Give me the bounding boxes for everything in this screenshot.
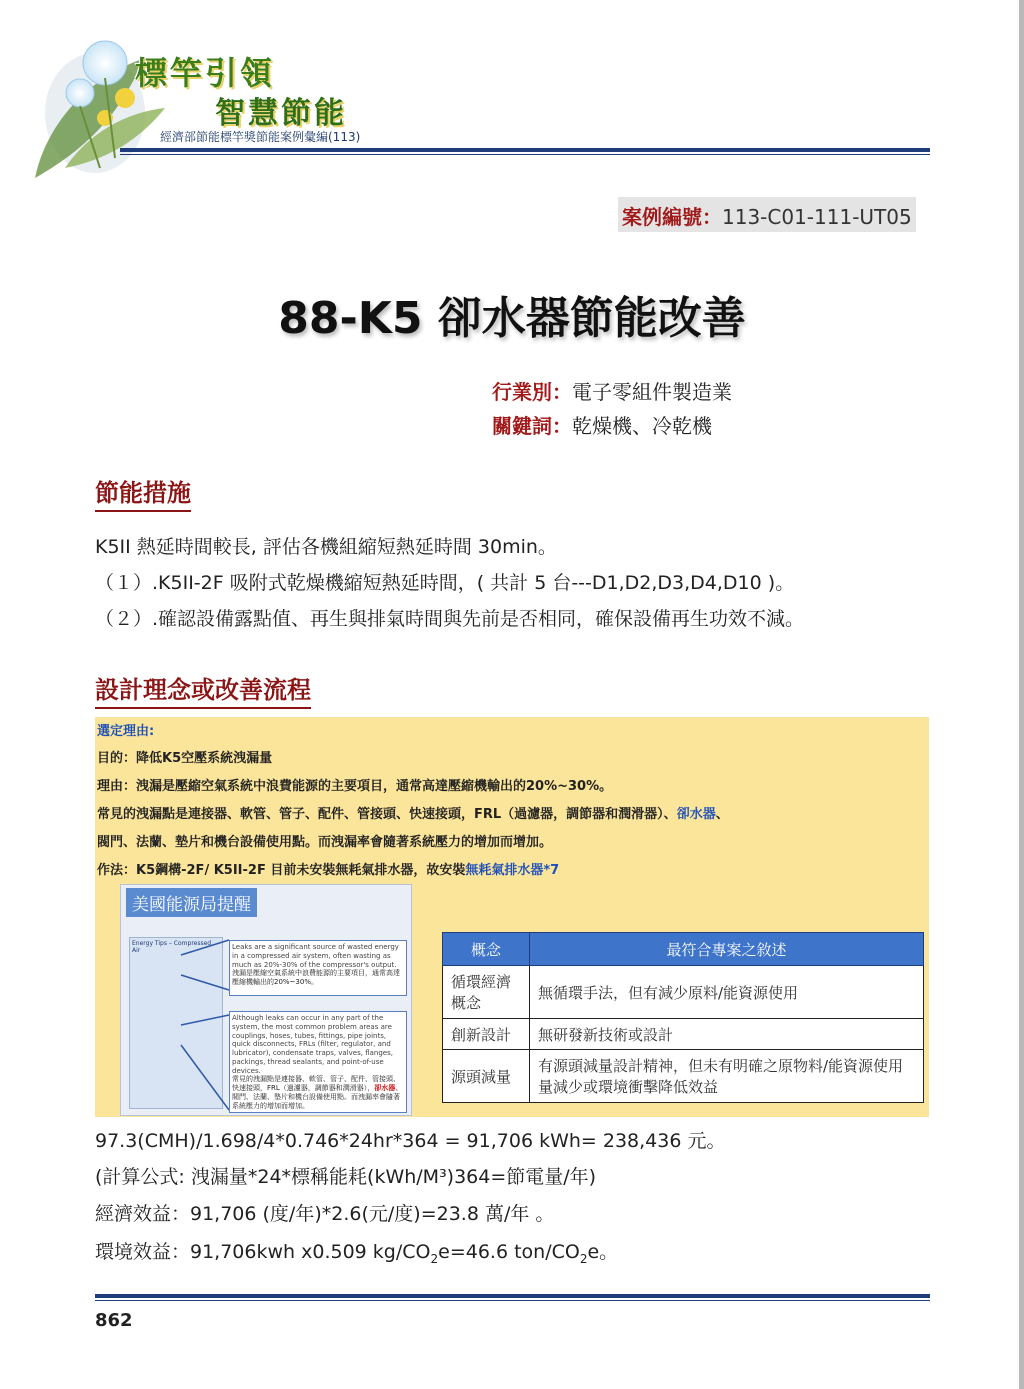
footer-rule xyxy=(95,1294,930,1298)
page-edge xyxy=(1019,0,1024,1389)
env-benefit-tail: e。 xyxy=(587,1241,619,1263)
design-figure xyxy=(95,717,929,1117)
leak-points-tail: 、 xyxy=(715,807,729,822)
measure-line-2: （１）.K5II-2F 吸附式乾燥機縮短熱延時間，( 共計 5 台---D1,D2,D3,D4,D10 )。 xyxy=(95,572,795,594)
env-benefit-text2: e=46.6 ton/CO xyxy=(438,1241,580,1263)
table-cell-description: 無循環手法，但有減少原料/能資源使用 xyxy=(530,966,924,1019)
table-cell-concept: 源頭減量 xyxy=(443,1050,530,1103)
doe-tip-page-title: Energy Tips – Compressed Air xyxy=(132,940,212,954)
panel-line-reason: 理由：洩漏是壓縮空氣系統中浪費能源的主要項目，通常高達壓縮機輸出的20%~30%。 xyxy=(97,779,613,794)
doe-tip-box-2-en: Although leaks can occur in any part of the system, the most common problem areas are couplings, hoses, tubes, fittings, pipe joints, quick disconnects, FRLs (filter, regulator, and lubricator), condensate traps, valves, flanges, packings, thread sealants, and point-of-use devices. xyxy=(232,1014,393,1075)
section-heading-measures: 節能措施 xyxy=(95,473,191,512)
doe-tip-box-2-red: 卻水器 xyxy=(374,1084,396,1092)
section-heading-design: 設計理念或改善流程 xyxy=(95,670,311,709)
method-text: 作法：K5鋼構-2F/ K5II-2F 目前未安裝無耗氣排水器，故安裝 xyxy=(97,863,466,878)
keywords-label: 關鍵詞： xyxy=(492,414,572,438)
env-benefit-text: 環境效益：91,706kwh x0.509 kg/CO xyxy=(95,1241,431,1263)
calc-line-2: (計算公式: 洩漏量*24*標稱能耗(kWh/M³)364=節電量/年) xyxy=(95,1166,597,1188)
measure-line-1: K5II 熱延時間較長, 評估各機組縮短熱延時間 30min。 xyxy=(95,536,557,558)
panel-line-leak-points xyxy=(97,803,729,822)
industry-label: 行業別： xyxy=(492,380,572,404)
env-benefit-sub1: 2 xyxy=(430,1251,439,1266)
case-number-label: 案例編號： xyxy=(622,205,722,229)
leak-points-highlight: 卻水器 xyxy=(676,807,716,822)
table-cell-concept: 循環經濟概念 xyxy=(443,966,530,1019)
header-rule xyxy=(120,148,930,152)
table-row xyxy=(443,1050,924,1103)
leak-points-text: 常見的洩漏點是連接器、軟管、管子、配件、管接頭、快速接頭，FRL（過濾器，調節器和潤滑器）、 xyxy=(97,807,677,822)
concept-table xyxy=(442,932,924,1103)
page-number: 862 xyxy=(95,1310,133,1331)
table-cell-description: 有源頭減量設計精神，但未有明確之原物料/能資源使用量減少或環境衝擊降低效益 xyxy=(530,1050,924,1103)
doe-tip-box-1 xyxy=(229,940,407,996)
logo-title-line1: 標竿引領 xyxy=(135,54,276,92)
doe-tip-box-1-en: Leaks are a significant source of wasted energy in a compressed air system, often wasting as much as 20%-30% of the compressor's output. xyxy=(232,943,399,969)
panel-line-reason-title: 選定理由: xyxy=(97,724,155,739)
panel-line-method xyxy=(97,859,559,878)
logo-title-line2: 智慧節能 xyxy=(215,96,347,131)
table-cell-concept: 創新設計 xyxy=(443,1019,530,1050)
case-number xyxy=(618,197,916,232)
table-header-concept: 概念 xyxy=(443,933,530,966)
table-header-row xyxy=(443,933,924,966)
measure-line-3: （２）.確認設備露點值、再生與排氣時間與先前是否相同，確保設備再生功效不減。 xyxy=(95,608,805,630)
method-highlight: 無耗氣排水器*7 xyxy=(465,863,560,878)
table-header-description: 最符合專案之敘述 xyxy=(530,933,924,966)
panel-line-leak-points-2: 閥門、法蘭、墊片和機台設備使用點。而洩漏率會隨著系統壓力的增加而增加。 xyxy=(97,835,553,850)
footer-rule-thin xyxy=(95,1300,930,1301)
page-title: 88-K5 卻水器節能改善 xyxy=(278,293,746,344)
calc-line-1: 97.3(CMH)/1.698/4*0.746*24hr*364 = 91,706 kWh= 238,436 元。 xyxy=(95,1130,726,1152)
calc-line-3: 經濟效益：91,706 (度/年)*2.6(元/度)=23.8 萬/年 。 xyxy=(95,1203,555,1225)
doe-tip-box-1-zh: 洩漏是壓縮空氣系統中浪費能源的主要項目，通常高達壓縮機輸出的20%~30%。 xyxy=(232,969,400,986)
panel-line-purpose: 目的：降低K5空壓系統洩漏量 xyxy=(97,751,273,766)
table-cell-description: 無研發新技術或設計 xyxy=(530,1019,924,1050)
industry-value: 電子零組件製造業 xyxy=(572,380,732,404)
table-row xyxy=(443,966,924,1019)
keywords-value: 乾燥機、冷乾機 xyxy=(572,414,712,438)
table-row xyxy=(443,1019,924,1050)
doe-tip-box-2 xyxy=(229,1011,407,1113)
header-rule-thin xyxy=(120,154,930,155)
industry-row xyxy=(492,376,732,405)
doe-tip-header: 美國能源局提醒 xyxy=(126,888,257,917)
doe-tip-box-2-zh2: 、閥門、法蘭、墊片和機台設備使用點。而洩漏率會隨著系統壓力的增加而增加。 xyxy=(232,1084,403,1110)
calc-line-4 xyxy=(95,1237,618,1266)
doe-tip-image xyxy=(120,884,412,1116)
case-number-value: 113-C01-111-UT05 xyxy=(722,205,912,229)
env-benefit-sub2: 2 xyxy=(579,1251,588,1266)
doe-tip-box-2-zh: 常見的洩漏點是連接器、軟管、管子、配件、管接頭、快速接頭，FRL（過濾器，調節器和潤滑器）， xyxy=(232,1075,400,1092)
keywords-row xyxy=(492,410,712,439)
header-subtitle: 經濟部節能標竿獎節能案例彙編(113) xyxy=(160,130,361,144)
